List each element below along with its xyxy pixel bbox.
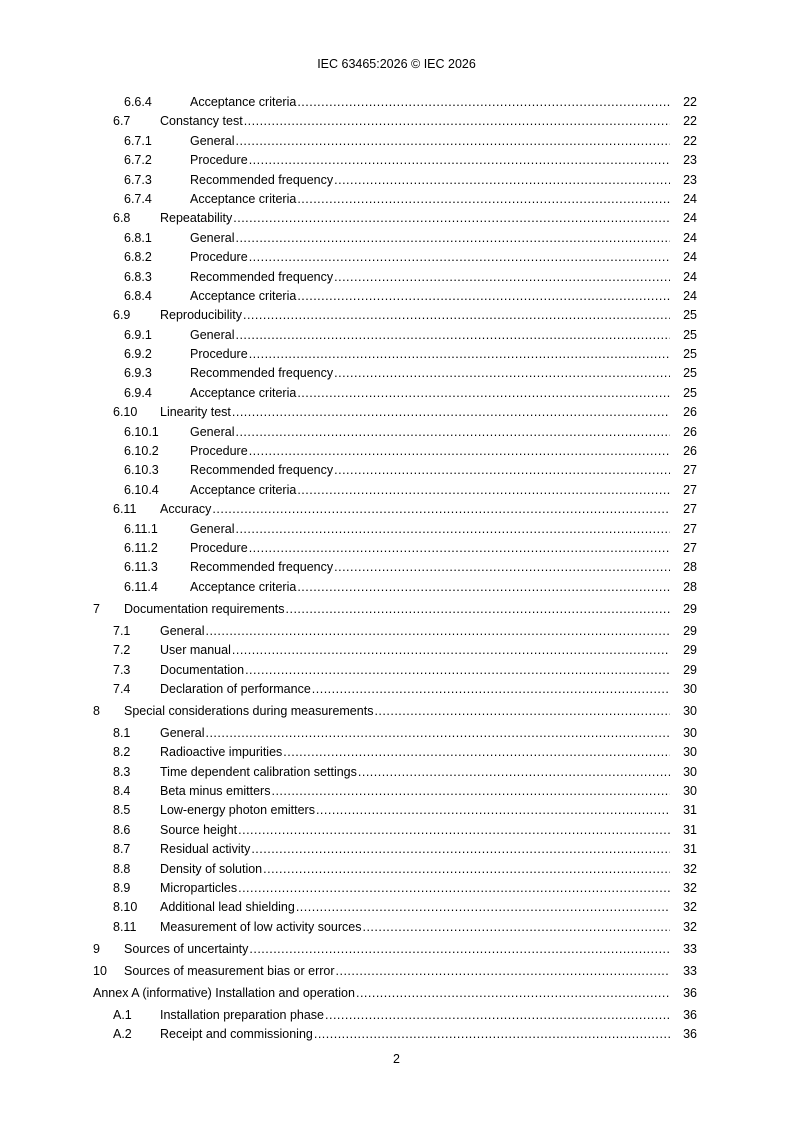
toc-entry-number: 7 [93, 601, 100, 616]
toc-entry-line [160, 898, 697, 917]
table-of-contents [0, 93, 793, 1045]
toc-entry-title: Density of solution [160, 861, 263, 876]
toc-entry-page: 30 [683, 764, 697, 779]
toc-entry-number: 6.11.4 [124, 579, 158, 594]
toc-entry-number: 10 [93, 963, 107, 978]
dot-leader [205, 622, 670, 641]
toc-entry[interactable] [0, 171, 793, 190]
toc-entry-line [160, 1006, 697, 1025]
dot-leader [235, 520, 670, 539]
toc-entry-number: 6.6.4 [124, 95, 152, 109]
toc-entry-number: 8.8 [113, 861, 131, 876]
dot-leader [297, 384, 670, 403]
toc-entry-page: 26 [683, 444, 697, 459]
toc-entry-title: Procedure [190, 153, 248, 168]
toc-entry-page: 29 [683, 662, 697, 677]
toc-entry[interactable] [0, 898, 793, 917]
toc-entry-line [124, 702, 697, 721]
toc-entry-number: 7.1 [113, 623, 131, 638]
toc-entry-title: Documentation requirements [124, 601, 285, 616]
dot-leader [271, 782, 670, 801]
toc-entry[interactable] [0, 1025, 793, 1044]
toc-entry[interactable] [0, 702, 793, 721]
toc-entry-title: General [190, 424, 235, 439]
toc-entry-page: 31 [683, 842, 697, 857]
dot-leader [296, 898, 670, 917]
toc-entry-line [124, 940, 697, 959]
toc-entry-line [160, 680, 697, 699]
toc-entry-title: General [190, 521, 235, 536]
toc-entry-title: Procedure [190, 347, 248, 362]
toc-entry-page: 22 [683, 95, 697, 109]
toc-entry-page: 30 [683, 745, 697, 760]
toc-entry-title: Recommended frequency [190, 560, 334, 575]
toc-entry-line [93, 984, 697, 1003]
toc-entry-line [160, 782, 697, 801]
toc-entry[interactable] [0, 248, 793, 267]
toc-entry-line [160, 801, 697, 820]
toc-entry[interactable] [0, 661, 793, 680]
toc-entry[interactable] [0, 641, 793, 660]
toc-entry-page: 33 [683, 963, 697, 978]
dot-leader [232, 641, 670, 660]
toc-entry-title: Installation preparation phase [160, 1007, 325, 1022]
toc-entry[interactable] [0, 821, 793, 840]
toc-entry[interactable] [0, 622, 793, 641]
toc-entry-line [190, 558, 697, 577]
toc-entry-line [160, 840, 697, 859]
toc-entry-line [124, 962, 697, 981]
toc-entry-number: 6.10.1 [124, 424, 159, 439]
toc-entry-number: 7.2 [113, 643, 131, 658]
toc-entry-number: 7.4 [113, 681, 131, 696]
toc-entry-line [160, 112, 697, 131]
toc-entry-title: Recommended frequency [190, 366, 334, 381]
toc-entry-number: A.2 [113, 1027, 132, 1042]
toc-entry[interactable] [0, 578, 793, 597]
toc-entry-page: 30 [683, 681, 697, 696]
toc-entry-page: 29 [683, 643, 697, 658]
toc-entry-title: Recommended frequency [190, 463, 334, 478]
toc-entry-title: User manual [160, 643, 231, 658]
toc-entry-line [160, 743, 697, 762]
toc-entry-title: Recommended frequency [190, 269, 334, 284]
toc-entry-number: 6.8.3 [124, 269, 152, 284]
dot-leader [232, 403, 670, 422]
toc-entry-title: Procedure [190, 540, 248, 555]
dot-leader [263, 860, 670, 879]
toc-entry-line [190, 461, 697, 480]
toc-entry[interactable] [0, 151, 793, 170]
toc-entry-title: Source height [160, 822, 238, 837]
toc-entry-line [190, 93, 697, 112]
toc-entry-page: 22 [683, 133, 697, 148]
toc-entry-page: 24 [683, 191, 697, 206]
toc-entry-page: 29 [683, 601, 697, 616]
toc-entry[interactable] [0, 209, 793, 228]
toc-entry-number: 6.11 [113, 502, 137, 517]
toc-entry-title: Procedure [190, 250, 248, 265]
toc-entry-line [190, 578, 697, 597]
toc-entry-title: Constancy test [160, 114, 243, 129]
dot-leader [283, 743, 670, 762]
toc-entry[interactable] [0, 743, 793, 762]
toc-entry-number: 6.10.4 [124, 482, 159, 497]
toc-entry-number: 7.3 [113, 662, 131, 677]
page-number: 2 [393, 1052, 400, 1066]
toc-entry-number: 6.9.1 [124, 327, 152, 342]
dot-leader [235, 423, 670, 442]
toc-entry[interactable] [0, 481, 793, 500]
toc-entry-page: 32 [683, 919, 697, 934]
toc-entry-line [190, 171, 697, 190]
toc-entry[interactable] [0, 287, 793, 306]
toc-entry-title: Residual activity [160, 842, 251, 857]
toc-entry-page: 27 [683, 463, 697, 478]
toc-entry[interactable] [0, 600, 793, 619]
toc-entry[interactable] [0, 345, 793, 364]
dot-leader [314, 1025, 670, 1044]
toc-entry-title: Annex A (informative) Installation and operation [93, 985, 355, 1000]
toc-entry-line [160, 500, 697, 519]
dot-leader [297, 578, 670, 597]
toc-entry-title: Special considerations during measurements [124, 703, 374, 718]
toc-entry[interactable] [0, 326, 793, 345]
toc-entry[interactable] [0, 558, 793, 577]
toc-entry-page: 31 [683, 803, 697, 818]
toc-entry-line [160, 860, 697, 879]
toc-entry-page: 24 [683, 288, 697, 303]
toc-entry[interactable] [0, 268, 793, 287]
toc-entry-line [190, 132, 697, 151]
toc-entry[interactable] [0, 680, 793, 699]
toc-entry-number: 8.3 [113, 764, 131, 779]
toc-entry-line [160, 306, 697, 325]
dot-leader [205, 724, 670, 743]
toc-entry-line [160, 763, 697, 782]
toc-entry[interactable] [0, 442, 793, 461]
toc-entry-title: Declaration of performance [160, 681, 311, 696]
toc-entry-page: 24 [683, 211, 697, 226]
toc-entry-page: 27 [683, 482, 697, 497]
toc-entry-line [190, 539, 697, 558]
dot-leader [249, 151, 670, 170]
dot-leader [325, 1006, 670, 1025]
dot-leader [358, 763, 670, 782]
toc-entry-line [160, 724, 697, 743]
toc-entry-page: 32 [683, 861, 697, 876]
toc-entry-title: Low-energy photon emitters [160, 803, 315, 818]
dot-leader [297, 481, 670, 500]
toc-entry-page: 27 [683, 540, 697, 555]
toc-entry-number: 6.7.2 [124, 153, 152, 168]
toc-entry-title: Acceptance criteria [190, 191, 297, 206]
dot-leader [334, 268, 670, 287]
toc-entry-line [160, 403, 697, 422]
toc-entry-page: 25 [683, 327, 697, 342]
toc-entry-line [160, 821, 697, 840]
toc-entry-title: Acceptance criteria [190, 385, 297, 400]
toc-entry-number: 6.7.3 [124, 172, 152, 187]
toc-entry-line [190, 520, 697, 539]
toc-entry-line [190, 229, 697, 248]
dot-leader [334, 364, 670, 383]
toc-entry-title: General [160, 623, 205, 638]
dot-leader [249, 442, 670, 461]
dot-leader [286, 600, 671, 619]
dot-leader [362, 918, 670, 937]
toc-entry-line [190, 248, 697, 267]
toc-entry-number: 6.8.4 [124, 288, 152, 303]
toc-entry-title: General [190, 327, 235, 342]
toc-entry-page: 28 [683, 579, 697, 594]
toc-entry[interactable] [0, 306, 793, 325]
toc-entry-number: 8.4 [113, 784, 131, 799]
toc-entry-number: 6.7.1 [124, 133, 152, 148]
toc-entry-number: 8.9 [113, 881, 131, 895]
toc-entry-number: 6.9 [113, 308, 131, 323]
dot-leader [297, 190, 670, 209]
toc-entry[interactable] [0, 782, 793, 801]
toc-entry-line [190, 326, 697, 345]
toc-entry-title: General [190, 133, 235, 148]
toc-entry-page: 32 [683, 881, 697, 895]
toc-entry[interactable] [0, 190, 793, 209]
toc-entry[interactable] [0, 132, 793, 151]
toc-entry-page: 33 [683, 941, 697, 956]
toc-entry-page: 36 [683, 1007, 697, 1022]
toc-entry-title: Beta minus emitters [160, 784, 271, 799]
toc-entry-page: 24 [683, 250, 697, 265]
toc-entry-line [160, 622, 697, 641]
toc-entry[interactable] [0, 918, 793, 937]
toc-entry-number: 8.2 [113, 745, 131, 760]
toc-entry-page: 32 [683, 900, 697, 915]
toc-entry[interactable] [0, 112, 793, 131]
toc-entry-number: 6.8.2 [124, 250, 152, 265]
toc-entry-page: 30 [683, 784, 697, 799]
toc-entry-line [190, 481, 697, 500]
toc-entry-page: 24 [683, 269, 697, 284]
toc-entry-page: 30 [683, 703, 697, 718]
toc-entry-page: 25 [683, 366, 697, 381]
toc-entry-line [124, 600, 697, 619]
toc-entry-title: General [190, 230, 235, 245]
toc-entry-title: Reproducibility [160, 308, 242, 323]
toc-entry-line [160, 641, 697, 660]
toc-entry-number: A.1 [113, 1007, 132, 1022]
toc-entry-number: 8.6 [113, 822, 131, 837]
toc-entry[interactable] [0, 364, 793, 383]
toc-entry[interactable] [0, 801, 793, 820]
toc-entry-number: 6.7.4 [124, 191, 152, 206]
toc-entry-line [190, 345, 697, 364]
toc-entry[interactable] [0, 384, 793, 403]
toc-entry-line [190, 384, 697, 403]
toc-entry-number: 6.10.3 [124, 463, 159, 478]
toc-entry-number: 6.9.4 [124, 385, 152, 400]
toc-entry[interactable] [0, 93, 793, 112]
toc-entry-line [190, 287, 697, 306]
toc-entry-title: Documentation [160, 662, 245, 677]
toc-entry-number: 8.5 [113, 803, 131, 818]
toc-entry-line [190, 423, 697, 442]
toc-entry-page: 28 [683, 560, 697, 575]
toc-entry-number: 8.11 [113, 919, 137, 934]
dot-leader [312, 680, 670, 699]
toc-entry-title: Acceptance criteria [190, 288, 297, 303]
toc-entry-number: 8.7 [113, 842, 131, 857]
toc-entry-page: 30 [683, 725, 697, 740]
toc-entry-title: Acceptance criteria [190, 579, 297, 594]
toc-entry[interactable] [0, 879, 793, 898]
toc-entry-line [190, 442, 697, 461]
toc-entry-title: Radioactive impurities [160, 745, 283, 760]
toc-entry-page: 36 [683, 1027, 697, 1042]
toc-entry[interactable] [0, 962, 793, 981]
toc-entry-line [160, 879, 697, 898]
toc-entry-line [160, 209, 697, 228]
toc-entry[interactable] [0, 984, 793, 1003]
toc-entry-title: General [160, 725, 205, 740]
toc-entry-number: 8.10 [113, 900, 138, 915]
toc-entry-title: Acceptance criteria [190, 95, 297, 109]
toc-entry[interactable] [0, 500, 793, 519]
toc-entry-title: Linearity test [160, 405, 231, 420]
toc-entry[interactable] [0, 403, 793, 422]
toc-entry-page: 25 [683, 385, 697, 400]
toc-entry-number: 6.10.2 [124, 444, 159, 459]
toc-entry-page: 25 [683, 308, 697, 323]
toc-entry-line [190, 190, 697, 209]
toc-entry[interactable] [0, 461, 793, 480]
dot-leader [249, 539, 670, 558]
toc-entry-title: Sources of measurement bias or error [124, 963, 335, 978]
toc-entry[interactable] [0, 860, 793, 879]
toc-entry-page: 31 [683, 822, 697, 837]
toc-entry[interactable] [0, 840, 793, 859]
toc-entry-number: 6.8 [113, 211, 131, 226]
dot-leader [356, 984, 670, 1003]
toc-entry[interactable] [0, 520, 793, 539]
toc-entry[interactable] [0, 1006, 793, 1025]
dot-leader [233, 209, 670, 228]
dot-leader [212, 500, 670, 519]
toc-entry[interactable] [0, 724, 793, 743]
dot-leader [238, 821, 670, 840]
dot-leader [238, 879, 670, 898]
dot-leader [235, 132, 670, 151]
toc-entry-title: Microparticles [160, 881, 238, 895]
dot-leader [297, 93, 670, 112]
toc-entry-page: 26 [683, 405, 697, 420]
dot-leader [245, 661, 670, 680]
toc-entry-title: Procedure [190, 444, 248, 459]
toc-entry-page: 36 [683, 985, 697, 1000]
toc-entry-page: 23 [683, 153, 697, 168]
toc-entry-title: Time dependent calibration settings [160, 764, 357, 779]
dot-leader [251, 840, 670, 859]
toc-entry-number: 6.11.1 [124, 521, 158, 536]
toc-entry-number: 6.8.1 [124, 230, 152, 245]
toc-entry-page: 27 [683, 502, 697, 517]
dot-leader [316, 801, 670, 820]
dot-leader [235, 326, 670, 345]
toc-entry-line [190, 151, 697, 170]
toc-entry-page: 24 [683, 230, 697, 245]
dot-leader [244, 112, 670, 131]
dot-leader [334, 171, 670, 190]
toc-entry[interactable] [0, 940, 793, 959]
toc-entry-title: Receipt and commissioning [160, 1027, 313, 1042]
toc-entry-line [160, 918, 697, 937]
toc-entry-number: 9 [93, 941, 100, 956]
toc-entry-title: Sources of uncertainty [124, 941, 249, 956]
dot-leader [249, 345, 670, 364]
toc-entry[interactable] [0, 229, 793, 248]
dot-leader [334, 461, 670, 480]
page-header: IEC 63465:2026 © IEC 2026 [317, 57, 476, 71]
toc-entry-page: 26 [683, 424, 697, 439]
toc-entry-number: 6.11.3 [124, 560, 158, 575]
toc-entry-number: 8.1 [113, 725, 131, 740]
toc-entry-number: 6.11.2 [124, 540, 158, 555]
toc-entry-page: 25 [683, 347, 697, 362]
toc-entry-page: 23 [683, 172, 697, 187]
dot-leader [249, 248, 670, 267]
dot-leader [334, 558, 670, 577]
toc-entry-line [160, 661, 697, 680]
toc-entry-page: 27 [683, 521, 697, 536]
toc-entry-number: 6.7 [113, 114, 131, 129]
dot-leader [297, 287, 670, 306]
dot-leader [235, 229, 670, 248]
toc-entry-title: Repeatability [160, 211, 233, 226]
toc-entry[interactable] [0, 763, 793, 782]
dot-leader [374, 702, 670, 721]
dot-leader [249, 940, 670, 959]
toc-entry[interactable] [0, 423, 793, 442]
toc-entry-line [160, 1025, 697, 1044]
toc-entry-title: Accuracy [160, 502, 212, 517]
toc-entry-title: Acceptance criteria [190, 482, 297, 497]
toc-entry-page: 22 [683, 114, 697, 129]
toc-entry-line [190, 364, 697, 383]
dot-leader [243, 306, 670, 325]
toc-entry-number: 6.10 [113, 405, 138, 420]
toc-entry[interactable] [0, 539, 793, 558]
toc-entry-page: 29 [683, 623, 697, 638]
toc-entry-title: Additional lead shielding [160, 900, 295, 915]
dot-leader [336, 962, 670, 981]
toc-entry-title: Measurement of low activity sources [160, 919, 362, 934]
toc-entry-number: 8 [93, 703, 100, 718]
toc-entry-line [190, 268, 697, 287]
toc-entry-number: 6.9.3 [124, 366, 152, 381]
toc-entry-number: 6.9.2 [124, 347, 152, 362]
toc-entry-title: Recommended frequency [190, 172, 334, 187]
